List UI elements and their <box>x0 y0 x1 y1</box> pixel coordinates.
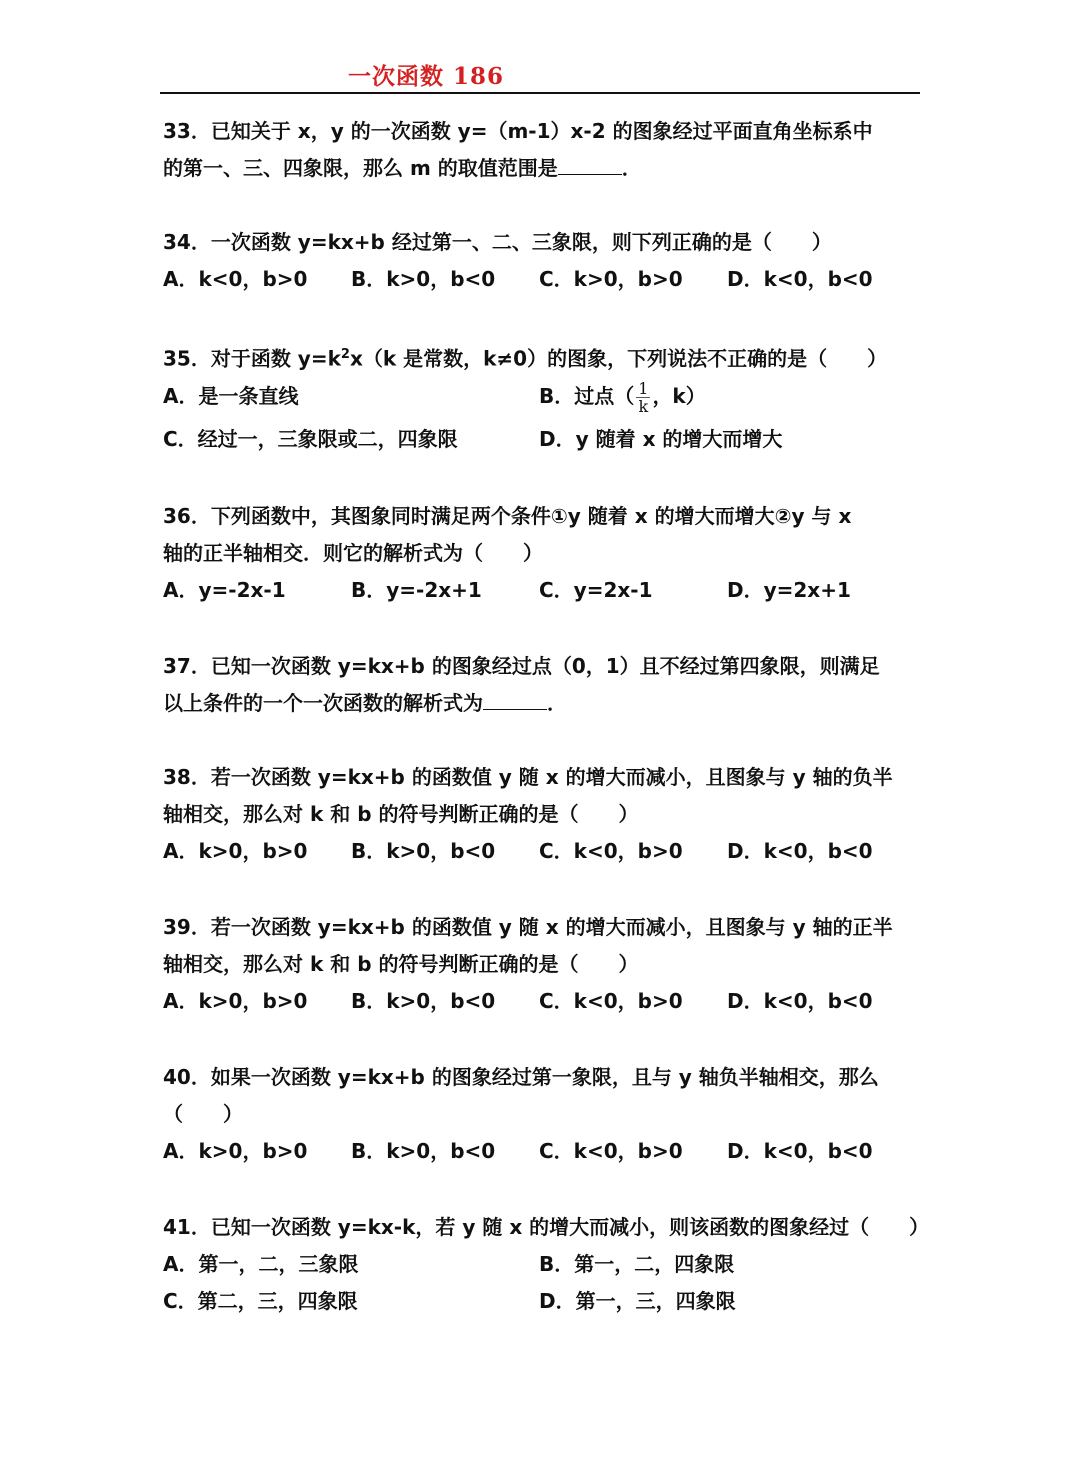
question-stem-line2: 以上条件的一个一次函数的解析式为 ． <box>163 685 923 722</box>
option-b[interactable]: B．k>0，b<0 <box>351 267 496 291</box>
question-stem-line1: 37．已知一次函数 y=kx+b 的图象经过点（0，1）且不经过第四象限，则满足 <box>163 654 880 678</box>
question-38 <box>163 759 923 870</box>
option-a[interactable]: A．y=-2x-1 <box>163 578 286 602</box>
option-c[interactable]: C．第二，三，四象限 <box>163 1289 358 1313</box>
question-stem: 35．对于函数 $y=k^2x(k$ 是常数，k≠0）的图象，下列说法不正确的是（ ） <box>163 346 888 371</box>
option-b[interactable]: B．过点（ $\frac{1}{k}$ ，k） <box>539 378 706 416</box>
option-d[interactable]: D．k<0，b<0 <box>727 267 873 291</box>
options-row <box>163 261 923 298</box>
option-a[interactable]: A．k>0，b>0 <box>163 989 308 1013</box>
options-grid <box>163 1246 923 1320</box>
option-a[interactable]: A．k>0，b>0 <box>163 839 308 863</box>
options-row <box>163 1133 923 1170</box>
options-row <box>163 983 923 1020</box>
options-row <box>163 572 923 609</box>
question-stem-line1: 40．如果一次函数 y=kx+b 的图象经过第一象限，且与 y 轴负半轴相交，那么 <box>163 1065 879 1089</box>
option-c[interactable]: C．k<0，b>0 <box>539 839 683 863</box>
question-36 <box>163 498 923 609</box>
option-a[interactable]: A．是一条直线 <box>163 383 299 408</box>
question-37 <box>163 648 923 722</box>
question-stem-line2: 轴的正半轴相交．则它的解析式为（ ） <box>163 541 543 565</box>
question-40 <box>163 1059 923 1170</box>
option-d[interactable]: D．第一，三，四象限 <box>539 1289 736 1313</box>
page-header-title: 一次函数 186 <box>348 63 505 90</box>
option-d[interactable]: D．k<0，b<0 <box>727 839 873 863</box>
question-stem-line2: 的第一、三、四象限，那么 m 的取值范围是 ． <box>163 150 923 187</box>
option-b[interactable]: B．k>0，b<0 <box>351 1139 496 1163</box>
question-stem-line2: （ ） <box>163 1102 243 1126</box>
option-d[interactable]: D．y 随着 x 的增大而增大 <box>539 426 783 451</box>
answer-blank[interactable] <box>483 687 547 710</box>
option-d[interactable]: D．k<0，b<0 <box>727 989 873 1013</box>
question-stem-line2: 轴相交，那么对 k 和 b 的符号判断正确的是（ ） <box>163 802 639 826</box>
option-a[interactable]: A．k>0，b>0 <box>163 1139 308 1163</box>
option-a[interactable]: A．第一，二，三象限 <box>163 1252 359 1276</box>
question-stem-line1: 33．已知关于 x，y 的一次函数 y=（m-1）x-2 的图象经过平面直角坐标系中 <box>163 119 873 143</box>
header-divider <box>160 92 920 94</box>
option-b[interactable]: B．k>0，b<0 <box>351 989 496 1013</box>
option-d[interactable]: D．y=2x+1 <box>727 578 851 602</box>
question-stem-line1: 38．若一次函数 y=kx+b 的函数值 y 随 x 的增大而减小，且图象与 y 轴的负半 <box>163 765 893 789</box>
option-c[interactable]: C．k>0，b>0 <box>539 267 683 291</box>
option-c[interactable]: C．y=2x-1 <box>539 578 653 602</box>
question-stem: 41．已知一次函数 y=kx-k，若 y 随 x 的增大而减小，则该函数的图象经过（ ） <box>163 1215 930 1239</box>
question-39 <box>163 909 923 1020</box>
question-stem-line1: 39．若一次函数 y=kx+b 的函数值 y 随 x 的增大而减小，且图象与 y 轴的正半 <box>163 915 893 939</box>
option-b[interactable]: B．k>0，b<0 <box>351 839 496 863</box>
fraction-one-over-k: $\frac{1}{k}$ <box>638 378 649 416</box>
option-c[interactable]: C．经过一，三象限或二，四象限 <box>163 426 458 451</box>
option-b[interactable]: B．y=-2x+1 <box>351 578 482 602</box>
option-a[interactable]: A．k<0，b>0 <box>163 267 308 291</box>
option-b[interactable]: B．第一，二，四象限 <box>539 1252 735 1276</box>
option-d[interactable]: D．k<0，b<0 <box>727 1139 873 1163</box>
answer-blank[interactable] <box>558 152 622 175</box>
question-34 <box>163 224 923 298</box>
option-c[interactable]: C．k<0，b>0 <box>539 1139 683 1163</box>
options-grid <box>163 378 923 458</box>
question-stem-line1: 36．下列函数中，其图象同时满足两个条件①y 随着 x 的增大而增大②y 与 x <box>163 504 852 528</box>
question-41 <box>163 1209 930 1320</box>
question-33 <box>163 113 923 187</box>
question-35 <box>163 336 923 458</box>
option-c[interactable]: C．k<0，b>0 <box>539 989 683 1013</box>
question-stem-line2: 轴相交，那么对 k 和 b 的符号判断正确的是（ ） <box>163 952 639 976</box>
question-stem: 34．一次函数 y=kx+b 经过第一、二、三象限，则下列正确的是（ ） <box>163 230 832 254</box>
options-row <box>163 833 923 870</box>
